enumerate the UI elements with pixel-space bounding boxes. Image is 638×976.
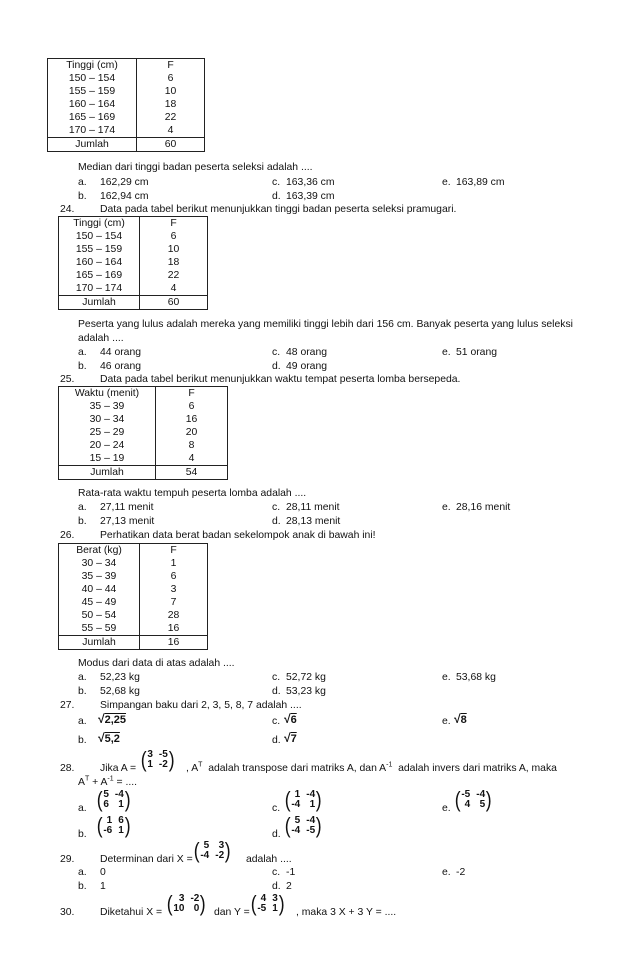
table-q25 — [58, 386, 228, 480]
matrix-cell: -4 — [476, 789, 486, 800]
q23-option-e: 163,89 cm — [456, 177, 505, 188]
matrix-cell: -4 — [114, 789, 124, 800]
matrix-cell: 1 — [106, 815, 113, 826]
text: + A — [92, 777, 108, 788]
matrix-cell: 1 — [272, 903, 278, 914]
q27-option-a — [98, 713, 126, 727]
q24-option-a: 44 orang — [100, 347, 142, 358]
q25-option-e: 28,16 menit — [456, 502, 511, 513]
cell: 150 – 154 — [48, 72, 137, 85]
cell: 15 – 19 — [59, 452, 156, 466]
q26-number: 26. — [60, 530, 75, 541]
option-label: c. — [272, 347, 281, 358]
matrix-cell: -4 — [291, 799, 301, 810]
q26-option-b: 52,68 kg — [100, 686, 140, 697]
cell: Jumlah — [59, 466, 156, 480]
q29-number: 29. — [60, 854, 75, 865]
q29-stem-pre: Determinan dari X = — [100, 854, 193, 865]
option-label: a. — [78, 177, 87, 188]
sqrt-icon: √ — [284, 731, 291, 745]
matrix-cell: -2 — [215, 850, 225, 861]
option-label: b. — [78, 361, 87, 372]
option-label: b. — [78, 881, 87, 892]
q29-option-d: 2 — [286, 881, 292, 892]
q26-option-a: 52,23 kg — [100, 672, 140, 683]
option-label: d. — [272, 191, 281, 202]
table-q23 — [47, 58, 205, 152]
option-label: b. — [78, 829, 87, 840]
matrix-cell: 0 — [193, 903, 200, 914]
radicand: 8 — [460, 714, 467, 726]
text: = .... — [116, 777, 138, 788]
matrix-cell: 6 — [118, 815, 124, 826]
cell: Jumlah — [48, 138, 137, 152]
matrix-cell: 5 — [103, 789, 109, 800]
cell: 8 — [156, 439, 228, 452]
q25-option-c: 28,11 menit — [286, 502, 340, 513]
option-label: e. — [442, 803, 451, 814]
matrix-cell: 1 — [147, 759, 153, 770]
cell: 155 – 159 — [48, 85, 137, 98]
q24-question-line2: adalah .... — [78, 333, 124, 344]
matrix-cell: 3 — [178, 893, 185, 904]
q25-question: Rata-rata waktu tempuh peserta lomba adalah .... — [78, 488, 307, 499]
matrix-cell: 4 — [464, 799, 471, 810]
option-label: b. — [78, 191, 87, 202]
col-header: Tinggi (cm) — [59, 217, 140, 231]
sqrt-icon: √ — [98, 712, 105, 726]
cell: 30 – 34 — [59, 413, 156, 426]
matrix-cell: 1 — [118, 825, 124, 836]
cell: 35 – 39 — [59, 400, 156, 413]
q24-question-line1: Peserta yang lulus adalah mereka yang memiliki tinggi lebih dari 156 cm. Banyak peserta yang lulus seleksi — [78, 319, 573, 330]
option-label: a. — [78, 803, 87, 814]
option-label: a. — [78, 867, 87, 878]
superscript: T — [84, 775, 90, 783]
q29-option-e: -2 — [456, 867, 466, 878]
cell: 165 – 169 — [48, 111, 137, 124]
cell: 155 – 159 — [59, 243, 140, 256]
q23-option-c: 163,36 cm — [286, 177, 335, 188]
q30-number: 30. — [60, 907, 75, 918]
cell: 30 – 34 — [59, 557, 140, 570]
cell: 28 — [140, 609, 208, 622]
cell: 10 — [137, 85, 205, 98]
q27-option-c — [284, 713, 297, 727]
cell: 22 — [137, 111, 205, 124]
q26-option-e: 53,68 kg — [456, 672, 496, 683]
cell: 50 – 54 — [59, 609, 140, 622]
sqrt-icon: √ — [284, 712, 291, 726]
superscript: T — [198, 761, 203, 769]
q25-option-d: 28,13 menit — [286, 516, 341, 527]
cell: 55 – 59 — [59, 622, 140, 636]
cell: 3 — [140, 583, 208, 596]
cell: 7 — [140, 596, 208, 609]
col-header: F — [140, 217, 208, 231]
cell: 4 — [140, 282, 208, 296]
superscript: -1 — [386, 761, 393, 769]
matrix-cell: -4 — [306, 789, 316, 800]
cell: 25 – 29 — [59, 426, 156, 439]
q28-option-e: ( -5 -4 4 5 ) — [454, 787, 492, 812]
cell: 54 — [156, 466, 228, 480]
cell: 160 – 164 — [48, 98, 137, 111]
option-label: e. — [442, 347, 451, 358]
matrix-cell: 5 — [479, 799, 486, 810]
cell: 60 — [140, 296, 208, 310]
matrix-cell: -5 — [257, 903, 267, 914]
option-label: d. — [272, 829, 281, 840]
option-label: a. — [78, 672, 87, 683]
matrix-cell: 1 — [309, 799, 316, 810]
q24-option-b: 46 orang — [100, 361, 142, 372]
radicand: 6 — [290, 714, 297, 726]
text: A — [78, 777, 85, 788]
matrix-cell: -2 — [158, 759, 168, 770]
option-label: d. — [272, 361, 281, 372]
matrix-cell: 5 — [203, 840, 210, 851]
matrix-cell: -4 — [306, 815, 316, 826]
matrix-cell: 10 — [173, 903, 185, 914]
q27-option-b — [98, 732, 120, 746]
cell: 16 — [156, 413, 228, 426]
q26-option-d: 53,23 kg — [286, 686, 326, 697]
sqrt-icon: √ — [98, 731, 105, 745]
option-label: e. — [442, 672, 451, 683]
q29-option-a: 0 — [100, 867, 106, 878]
col-header: Tinggi (cm) — [48, 59, 137, 73]
option-label: e. — [442, 867, 451, 878]
matrix-cell: 5 — [294, 815, 301, 826]
option-label: c. — [272, 672, 281, 683]
q23-option-a: 162,29 cm — [100, 177, 149, 188]
q27-stem: Simpangan baku dari 2, 3, 5, 8, 7 adalah .... — [100, 700, 302, 711]
q23-option-d: 163,39 cm — [286, 191, 335, 202]
option-label: a. — [78, 502, 87, 513]
q30-matrix-Y: ( 4 3 -5 1 ) — [250, 891, 285, 916]
matrix-cell: 3 — [272, 893, 278, 904]
q25-number: 25. — [60, 374, 75, 385]
q30-stem-pre: Diketahui X = — [100, 907, 163, 918]
cell: 170 – 174 — [59, 282, 140, 296]
option-label: c. — [272, 716, 281, 727]
q28-matrix-A: ( 3 -5 1 -2 ) — [140, 747, 175, 772]
cell: 160 – 164 — [59, 256, 140, 269]
matrix-cell: -5 — [461, 789, 471, 800]
q23-question: Median dari tinggi badan peserta seleksi adalah .... — [78, 162, 313, 173]
q24-option-d: 49 orang — [286, 361, 328, 372]
cell: 45 – 49 — [59, 596, 140, 609]
col-header: F — [140, 544, 208, 558]
q27-option-e — [454, 713, 467, 727]
cell: 16 — [140, 622, 208, 636]
matrix-cell: 4 — [260, 893, 267, 904]
q29-option-b: 1 — [100, 881, 106, 892]
option-label: d. — [272, 735, 281, 746]
matrix-cell: -6 — [103, 825, 113, 836]
option-label: c. — [272, 803, 281, 814]
cell: 60 — [137, 138, 205, 152]
matrix-cell: -4 — [291, 825, 301, 836]
option-label: b. — [78, 516, 87, 527]
cell: 4 — [137, 124, 205, 138]
cell: 18 — [137, 98, 205, 111]
matrix-cell: -5 — [158, 749, 168, 760]
cell: Jumlah — [59, 636, 140, 650]
cell: 165 – 169 — [59, 269, 140, 282]
radicand: 7 — [290, 733, 297, 745]
q26-stem: Perhatikan data berat badan sekelompok anak di bawah ini! — [100, 530, 376, 541]
q29-stem-post: adalah .... — [246, 854, 292, 865]
option-label: a. — [78, 716, 87, 727]
option-label: e. — [442, 716, 451, 727]
q27-number: 27. — [60, 700, 75, 711]
q24-number: 24. — [60, 204, 75, 215]
matrix-cell: 3 — [147, 749, 153, 760]
matrix-cell: 1 — [294, 789, 301, 800]
q24-stem: Data pada tabel berikut menunjukkan tinggi badan peserta seleksi pramugari. — [100, 204, 457, 215]
q29-option-c: -1 — [286, 867, 296, 878]
q30-stem-post: , maka 3 X + 3 Y = .... — [296, 907, 397, 918]
option-label: a. — [78, 347, 87, 358]
q23-option-b: 162,94 cm — [100, 191, 149, 202]
cell: 1 — [140, 557, 208, 570]
stem-post: adalah transpose dari matriks A, dan A — [208, 763, 387, 774]
cell: 16 — [140, 636, 208, 650]
matrix-cell: -2 — [190, 893, 200, 904]
q30-stem-mid: dan Y = — [214, 907, 250, 918]
sqrt-icon: √ — [454, 712, 461, 726]
cell: 22 — [140, 269, 208, 282]
option-label: e. — [442, 502, 451, 513]
cell: 170 – 174 — [48, 124, 137, 138]
cell: 6 — [137, 72, 205, 85]
q30-matrix-X: ( 3 -2 10 0 ) — [166, 891, 206, 916]
matrix-cell: -4 — [200, 850, 210, 861]
q24-option-c: 48 orang — [286, 347, 328, 358]
cell: 18 — [140, 256, 208, 269]
option-label: d. — [272, 516, 281, 527]
table-q24 — [58, 216, 208, 310]
stem-mid: , A — [186, 763, 199, 774]
matrix-cell: 3 — [218, 840, 225, 851]
q25-option-b: 27,13 menit — [100, 516, 155, 527]
radicand: 2,25 — [104, 714, 127, 726]
q28-stem-rest — [186, 762, 557, 775]
col-header: Berat (kg) — [59, 544, 140, 558]
cell: 6 — [140, 570, 208, 583]
cell: 20 – 24 — [59, 439, 156, 452]
q27-option-d — [284, 732, 297, 746]
cell: 4 — [156, 452, 228, 466]
q28-option-d: ( 5 -4 -4 -5 ) — [284, 813, 322, 838]
q25-option-a: 27,11 menit — [100, 502, 154, 513]
q28-stem-pre: Jika A = — [100, 763, 137, 774]
superscript: -1 — [107, 775, 114, 783]
table-q26 — [58, 543, 208, 650]
matrix-cell: -5 — [306, 825, 316, 836]
q24-option-e: 51 orang — [456, 347, 498, 358]
option-label: c. — [272, 177, 281, 188]
option-label: d. — [272, 881, 281, 892]
q28-option-c: ( 1 -4 -4 1 ) — [284, 787, 322, 812]
radicand: 5,2 — [104, 733, 120, 745]
col-header: F — [156, 387, 228, 401]
q28-option-a: ( 5 -4 6 1 ) — [96, 787, 131, 812]
cell: Jumlah — [59, 296, 140, 310]
cell: 6 — [140, 230, 208, 243]
q25-stem: Data pada tabel berikut menunjukkan waktu tempat peserta lomba bersepeda. — [100, 374, 461, 385]
option-label: b. — [78, 735, 87, 746]
option-label: c. — [272, 867, 281, 878]
q26-option-c: 52,72 kg — [286, 672, 326, 683]
cell: 20 — [156, 426, 228, 439]
q28-option-b: ( 1 6 -6 1 ) — [96, 813, 131, 838]
matrix-cell: 1 — [118, 799, 124, 810]
cell: 6 — [156, 400, 228, 413]
matrix-cell: 6 — [103, 799, 109, 810]
cell: 40 – 44 — [59, 583, 140, 596]
cell: 35 – 39 — [59, 570, 140, 583]
cell: 10 — [140, 243, 208, 256]
cell: 150 – 154 — [59, 230, 140, 243]
q26-question: Modus dari data di atas adalah .... — [78, 658, 235, 669]
col-header: F — [137, 59, 205, 73]
option-label: c. — [272, 502, 281, 513]
option-label: e. — [442, 177, 451, 188]
q28-number: 28. — [60, 763, 75, 774]
stem-end: adalah invers dari matriks A, maka — [398, 763, 557, 774]
col-header: Waktu (menit) — [59, 387, 156, 401]
option-label: b. — [78, 686, 87, 697]
q29-matrix-X: ( 5 3 -4 -2 ) — [193, 838, 231, 863]
option-label: d. — [272, 686, 281, 697]
